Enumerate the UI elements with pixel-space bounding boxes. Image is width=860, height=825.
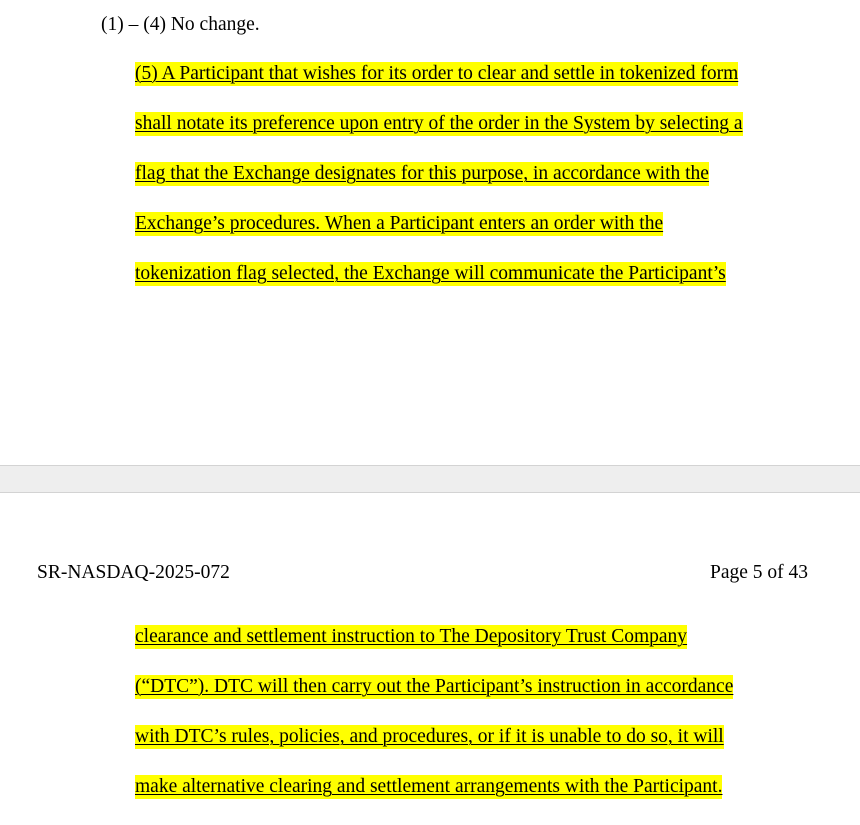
amended-text-line — [135, 625, 687, 649]
highlighted-text: Exchange’s procedures. When a Participant enters an order with the — [135, 213, 664, 234]
no-change-text: (1) – (4) No change. — [101, 14, 260, 35]
highlighted-text: make alternative clearing and settlement arrangements with the Participant. — [135, 776, 723, 797]
amended-text-line — [135, 675, 733, 699]
amended-text-line — [135, 162, 709, 186]
highlighted-text: clearance and settlement instruction to The Depository Trust Company — [135, 626, 688, 647]
highlighted-text: flag that the Exchange designates for this purpose, in accordance with the — [135, 163, 709, 184]
document-page-bottom — [0, 493, 860, 825]
no-change-line — [101, 13, 260, 37]
filing-number: SR-NASDAQ-2025-072 — [37, 562, 230, 583]
amended-text-line — [135, 212, 663, 236]
amended-text-line — [135, 262, 726, 286]
amended-text-line — [135, 725, 724, 749]
highlighted-text: with DTC’s rules, policies, and procedures, or if it is unable to do so, it will — [135, 726, 724, 747]
amended-text-line — [135, 62, 738, 86]
amended-text-line — [135, 775, 722, 799]
page-separator — [0, 465, 860, 493]
highlighted-text: shall notate its preference upon entry of the order in the System by selecting a — [135, 113, 743, 134]
highlighted-text: (“DTC”). DTC will then carry out the Participant’s instruction in accordance — [135, 676, 734, 697]
highlighted-text: (5) A Participant that wishes for its order to clear and settle in tokenized form — [135, 63, 739, 84]
page-number: Page 5 of 43 — [710, 562, 809, 583]
amended-text-line — [135, 112, 743, 136]
highlighted-text: tokenization flag selected, the Exchange will communicate the Participant’s — [135, 263, 726, 284]
